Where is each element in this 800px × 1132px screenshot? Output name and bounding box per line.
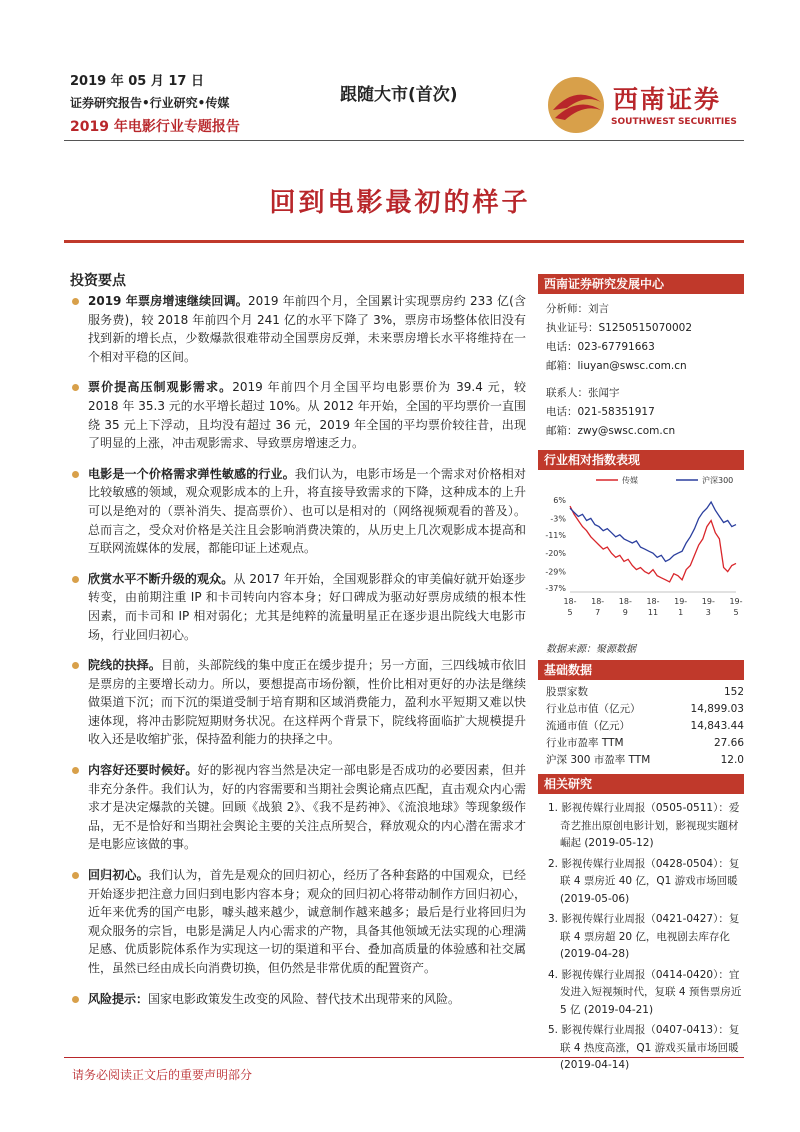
basic-data-row: [538, 684, 744, 701]
bullet-dot-icon: [72, 662, 79, 669]
basic-data-panel: [538, 660, 744, 769]
highlight-item: [70, 761, 526, 854]
y-tick-label: -3%: [550, 514, 566, 524]
email-label: 邮箱：: [546, 360, 578, 372]
cert-label: 执业证号：: [546, 322, 599, 334]
related-report-link[interactable]: 3. 影视传媒行业周报（0421-0427）：复联 4 票房超 20 亿，电视剧去库存化 (2019-04-28): [548, 913, 740, 960]
rating: 跟随大市(首次): [340, 85, 458, 105]
x-tick-label: 19-: [729, 597, 743, 606]
basic-data-row: [538, 735, 744, 752]
highlight-item: [70, 570, 526, 644]
highlight-item: [70, 866, 526, 978]
highlight-item: [70, 465, 526, 558]
analyst-bar-title: 西南证券研究发展中心: [538, 274, 744, 294]
series-line-hs300: [570, 502, 736, 561]
basic-data-label: 流通市值（亿元）: [546, 720, 630, 732]
bullet-dot-icon: [72, 767, 79, 774]
cert-number: S1250515070002: [598, 322, 693, 334]
y-tick-label: 6%: [553, 496, 566, 505]
highlight-body: 我们认为，电影市场是一个需求对价格相对比较敏感的领域，观众观影成本的上升，将直接导致需求的下降，这种成本的上升可以是绝对的（票补消失、提高票价）、也可以是相对的（网络视频观看的普及）。总而言之，受众对价格是关注且会影响消费决策的，从历史上几次观影成本提高和互联网流媒体的发展，都能印证上述观点。: [88, 466, 526, 556]
highlight-head: 电影是一个价格需求弹性敏感的行业。: [88, 466, 295, 481]
x-tick-label: 18-: [618, 597, 632, 606]
highlight-head: 回归初心。: [88, 868, 149, 883]
basic-data-label: 行业市盈率 TTM: [546, 737, 624, 749]
footer-disclaimer[interactable]: 请务必阅读正文后的重要声明部分: [72, 1068, 253, 1082]
x-tick-label: 18-: [563, 597, 577, 606]
report-date: 2019 年 05 月 17 日: [70, 74, 204, 89]
email-link[interactable]: liuyan@swsc.com.cn: [577, 360, 687, 372]
contact-name: 张闻宇: [588, 387, 620, 399]
y-tick-label: -37%: [545, 584, 566, 593]
header-divider: [64, 140, 744, 141]
basic-data-value: 14,899.03: [690, 703, 744, 715]
highlight-body: 我们认为，首先是观众的回归初心，经历了各种套路的中国观众，已经开始逐步把注意力回归到电影内容本身；观众的回归初心将带动制作方回归初心，近年来优秀的国产电影，噱头越来越少，诚意制作越来越多；最后是行业将回归为观众服务的宗旨，电影是满足人内心需求的产物，具备其他领域无法实现的心理满足感、优质影院体系作为实现这一切的渠道和平台、叠加高质量的体验感和社交属性，虽然已经由成长向消费切换，但仍然是非常优质的配置资产。: [88, 868, 526, 975]
company-logo: [545, 74, 745, 134]
analyst-panel: [538, 274, 744, 441]
highlight-body: 目前，头部院线的集中度正在缓步提升；另一方面，三四线城市依旧是票房的主要增长动力。所以，要想提高市场份额，性价比相对更好的办法是继续做渠道下沉；而下沉的渠道受制于培育期和区域消费能力，盈利水平短期又难以快速体现，将冲击影院短期财务状况。在这样两个背景下，院线将面临扩大规模提升收入还是收缩扩张，保持盈利能力的抉择之中。: [88, 658, 526, 747]
logo-chinese-name: 西南证券: [613, 85, 722, 114]
highlight-head: 风险提示：: [88, 991, 149, 1006]
related-report-link[interactable]: 1. 影视传媒行业周报（0505-0511）：爱奇艺推出原创电影计划，影视现实题材崛起 (2019-05-12): [548, 802, 740, 849]
contact-email-row: [538, 422, 744, 441]
contact-row: [538, 384, 744, 403]
y-tick-label: -11%: [545, 530, 566, 540]
chart-source: 数据来源：聚源数据: [546, 644, 636, 655]
x-tick-label: 1: [678, 608, 684, 617]
bullet-dot-icon: [72, 996, 79, 1003]
index-chart-panel: [538, 450, 744, 655]
logo-emblem-icon: [545, 74, 607, 136]
highlight-body: 好的影视内容当然是决定一部电影是否成功的必要因素，但并非充分条件。我们认为，好的内容需要和当期社会舆论痛点匹配，直击观众内心需求才是决定爆款的关键。回顾《战狼 2》、《我不是药神》、《流浪地球》等现象级作品，无不是恰好和当期社会舆论主要的关注点所契合，释放观众的内心潜在需求才是电影应该做的事。: [88, 763, 526, 852]
highlight-head: 内容好还要时候好。: [88, 763, 198, 778]
legend-label: 沪深300: [702, 476, 734, 485]
title-divider: [64, 240, 744, 243]
investment-highlights: [70, 292, 526, 1020]
related-research-bar-title: 相关研究: [538, 774, 744, 794]
contact-phone-row: [538, 403, 744, 422]
basic-data-row: [538, 718, 744, 735]
analyst-row: [538, 300, 744, 319]
contact-email-label: 邮箱：: [546, 425, 578, 437]
x-tick-label: 18-: [646, 597, 660, 606]
highlight-body: 2019 年前四个月全国平均电影票价为 39.4 元，较 2018 年 35.3 元的水平增长超过 10%。从 2012 年开始，全国的平均票价一直围绕 35 元上下浮动，且均没有超过 36 元，2019 年全国的平均票价较往昔，出现了明显的上涨，冲击观影需求、导致票房增速乏力。: [88, 380, 526, 451]
legend-label: 传媒: [622, 476, 638, 485]
logo-english-name: SOUTHWEST SECURITIES: [611, 117, 737, 127]
highlight-body: 2019 年前四个月，全国累计实现票房约 233 亿(含服务费)，较 2018 年前四个月 241 亿的水平下降了 3%，票房市场整体依旧没有找到新的增长点，少数爆款很难带动全国票房反弹，未来票房增长水平将维持在一个相对平稳的区间。: [88, 294, 527, 364]
phone-number: 023-67791663: [577, 341, 655, 353]
basic-data-value: 27.66: [713, 737, 744, 749]
x-tick-label: 19-: [674, 597, 688, 606]
contact-label: 联系人：: [546, 387, 588, 399]
x-tick-label: 3: [705, 608, 711, 617]
highlight-body: 从 2017 年开始，全国观影群众的审美偏好就开始逐步转变，由前期注重 IP 和卡司转向内容本身；好口碑成为驱动好票房成绩的根本性因素，而卡司和 IP 相对弱化；尤其是纯粹的流量明星正在逐步退出院线大电影市场，行业回归初心。: [88, 571, 526, 642]
contact-phone-label: 电话：: [546, 406, 578, 418]
page-title: 回到电影最初的样子: [269, 188, 531, 218]
report-category: 证券研究报告•行业研究•传媒: [70, 96, 230, 110]
bullet-dot-icon: [72, 384, 79, 391]
cert-row: [538, 319, 744, 338]
phone-label: 电话：: [546, 341, 578, 353]
highlight-head: 2019 年票房增速继续回调。: [88, 294, 249, 308]
index-chart-bar-title: 行业相对指数表现: [538, 450, 744, 470]
highlight-head: 欣赏水平不断升级的观众。: [88, 571, 234, 586]
email-row: [538, 357, 744, 376]
basic-data-value: 152: [723, 686, 744, 698]
x-tick-label: 5: [733, 608, 739, 617]
bullet-dot-icon: [72, 576, 79, 583]
related-research-panel: [538, 774, 744, 1078]
basic-data-row: [538, 701, 744, 718]
bullet-dot-icon: [72, 872, 79, 879]
highlight-item: [70, 292, 526, 366]
investment-highlights-title: 投资要点: [70, 273, 126, 289]
y-tick-label: -29%: [545, 567, 566, 577]
x-tick-label: 7: [595, 608, 601, 617]
x-tick-label: 11: [647, 608, 659, 617]
bullet-dot-icon: [72, 471, 79, 478]
contact-phone: 021-58351917: [577, 406, 655, 418]
highlight-item: [70, 656, 526, 749]
analyst-name: 刘言: [588, 303, 609, 315]
phone-row: [538, 338, 744, 357]
related-report-link[interactable]: 5. 影视传媒行业周报（0407-0413）：复联 4 热度高涨，Q1 游戏买量市场回暖 (2019-04-14): [548, 1024, 740, 1071]
bullet-dot-icon: [72, 298, 79, 305]
basic-data-value: 14,843.44: [690, 720, 744, 732]
basic-data-label: 股票家数: [546, 686, 588, 698]
series-line-media: [570, 506, 736, 582]
related-report-link[interactable]: 2. 影视传媒行业周报（0428-0504）：复联 4 票房近 40 亿，Q1 游戏市场回暖 (2019-05-06): [548, 857, 740, 905]
index-chart: [538, 470, 744, 640]
highlight-item: [70, 990, 526, 1009]
x-tick-label: 18-: [591, 597, 605, 606]
basic-data-label: 行业总市值（亿元）: [546, 703, 641, 715]
related-report-link[interactable]: 4. 影视传媒行业周报（0414-0420）：宜发进入短视频时代，复联 4 预售票房近 5 亿 (2019-04-21): [548, 968, 742, 1016]
highlight-item: [70, 378, 526, 452]
basic-data-bar-title: 基础数据: [538, 660, 744, 680]
highlight-head: 院线的抉择。: [88, 658, 162, 673]
contact-email-link[interactable]: zwy@swsc.com.cn: [577, 425, 676, 437]
x-tick-label: 9: [622, 608, 628, 617]
basic-data-row: [538, 752, 744, 769]
basic-data-value: 12.0: [720, 754, 744, 766]
footer-divider: [64, 1057, 744, 1058]
x-tick-label: 5: [567, 608, 573, 617]
highlight-head: 票价提高压制观影需求。: [88, 380, 233, 395]
highlight-body: 国家电影政策发生改变的风险、替代技术出现带来的风险。: [148, 991, 461, 1006]
y-tick-label: -20%: [545, 549, 566, 559]
report-name: 2019 年电影行业专题报告: [70, 119, 240, 135]
basic-data-label: 沪深 300 市盈率 TTM: [546, 754, 651, 766]
analyst-label: 分析师：: [546, 303, 588, 315]
x-tick-label: 19-: [701, 597, 715, 606]
